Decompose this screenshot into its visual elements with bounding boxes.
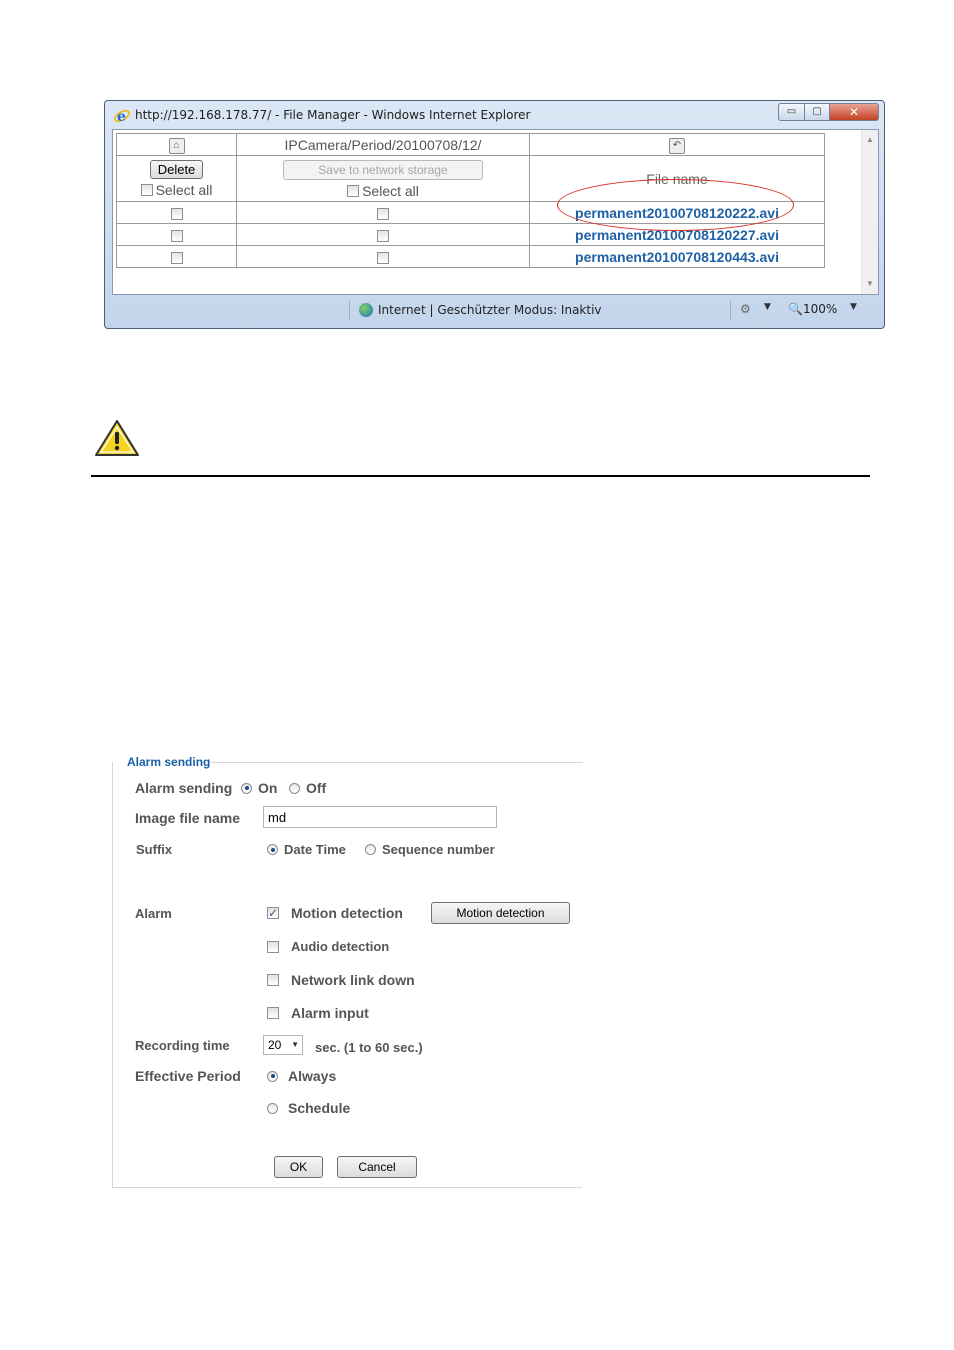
motion-detection-label: Motion detection (291, 905, 403, 921)
file-link[interactable]: permanent20100708120222.avi (575, 204, 779, 221)
motion-detection-button[interactable]: Motion detection (431, 902, 570, 924)
save-checkbox[interactable] (377, 252, 389, 264)
date-time-label: Date Time (284, 842, 346, 857)
vertical-scrollbar[interactable] (861, 130, 878, 294)
table-row (117, 246, 825, 268)
always-option[interactable] (267, 1068, 336, 1084)
schedule-radio[interactable] (267, 1103, 278, 1114)
always-radio[interactable] (267, 1071, 278, 1082)
suffix-date-time-radio[interactable] (267, 844, 278, 855)
security-icon[interactable]: ⚙ (740, 302, 751, 316)
file-name-header: File name (646, 170, 708, 187)
schedule-option[interactable] (267, 1100, 350, 1116)
folder-path: IPCamera/Period/20100708/12/ (284, 136, 482, 153)
back-arrow-icon[interactable]: ↶ (669, 138, 685, 154)
save-checkbox[interactable] (377, 230, 389, 242)
suffix-sequence-radio[interactable] (365, 844, 376, 855)
panel-border (209, 762, 583, 763)
network-link-down-option[interactable] (267, 972, 415, 988)
svg-text:e: e (117, 109, 126, 125)
status-separator (730, 300, 731, 320)
effective-period-label: Effective Period (135, 1068, 241, 1084)
select-all-label: Select all (155, 182, 213, 198)
motion-detection-option[interactable] (267, 905, 403, 921)
delete-checkbox[interactable] (171, 208, 183, 220)
file-link[interactable]: permanent20100708120443.avi (575, 248, 779, 265)
status-text: Internet | Geschützter Modus: Inaktiv (378, 303, 602, 317)
recording-time-value: 20 (268, 1038, 282, 1052)
suffix-label: Suffix (136, 842, 173, 857)
on-label: On (258, 780, 278, 796)
alarm-input-checkbox[interactable] (267, 1007, 279, 1019)
select-all-delete-checkbox[interactable] (141, 184, 153, 196)
highlight-oval (557, 179, 794, 231)
always-label: Always (288, 1068, 337, 1084)
sequence-number-label: Sequence number (382, 842, 495, 857)
alarm-sending-panel (112, 755, 582, 1188)
save-checkbox[interactable] (377, 208, 389, 220)
minimize-button[interactable]: ▭ (778, 103, 805, 121)
warning-icon (94, 419, 140, 457)
off-label: Off (306, 780, 327, 796)
alarm-off-radio[interactable] (289, 783, 300, 794)
audio-detection-checkbox[interactable] (267, 941, 279, 953)
divider (91, 475, 870, 477)
internet-explorer-icon (113, 107, 131, 125)
audio-detection-option[interactable] (267, 939, 389, 954)
ok-button[interactable]: OK (274, 1156, 323, 1178)
recording-time-select[interactable] (263, 1035, 303, 1055)
alarm-input-label: Alarm input (291, 1005, 369, 1021)
delete-button[interactable]: Delete (150, 160, 204, 179)
globe-icon (359, 303, 373, 317)
zoom-level[interactable]: 🔍100% (788, 302, 838, 316)
alarm-label: Alarm (135, 906, 172, 921)
select-all-save-checkbox[interactable] (347, 185, 359, 197)
scroll-up-icon[interactable]: ▲ (866, 135, 874, 144)
chevron-down-icon[interactable]: ▼ (850, 302, 857, 312)
status-bar (112, 297, 879, 323)
panel-legend: Alarm sending (127, 755, 211, 769)
file-link[interactable]: permanent20100708120227.avi (575, 226, 779, 243)
alarm-off-option[interactable] (289, 780, 326, 796)
select-all-label: Select all (362, 182, 419, 199)
file-manager-content (112, 129, 879, 295)
suffix-date-time-option[interactable] (267, 842, 346, 857)
close-button[interactable]: ✕ (829, 103, 879, 121)
delete-checkbox[interactable] (171, 252, 183, 264)
recording-time-unit: sec. (1 to 60 sec.) (315, 1040, 423, 1055)
audio-detection-label: Audio detection (291, 939, 390, 954)
schedule-label: Schedule (288, 1100, 351, 1116)
window-title: http://192.168.178.77/ - File Manager - Windows Internet Explorer (135, 108, 531, 122)
title-bar (105, 101, 884, 129)
save-to-network-storage-button: Save to network storage (283, 160, 482, 180)
network-link-down-checkbox[interactable] (267, 974, 279, 986)
maximize-button[interactable]: ▢ (804, 103, 830, 121)
suffix-sequence-option[interactable] (365, 842, 495, 857)
motion-detection-checkbox[interactable]: ✓ (268, 906, 279, 920)
scroll-down-icon[interactable]: ▼ (866, 279, 874, 288)
alarm-on-radio[interactable] (241, 783, 252, 794)
alarm-on-option[interactable] (241, 780, 277, 796)
ie-window (104, 100, 885, 329)
image-file-name-input[interactable]: md (263, 806, 497, 828)
status-separator (349, 300, 350, 320)
image-file-name-label: Image file name (135, 810, 241, 826)
chevron-down-icon[interactable]: ▼ (764, 302, 771, 312)
home-folder-icon[interactable]: ⌂ (169, 138, 185, 154)
delete-checkbox[interactable] (171, 230, 183, 242)
alarm-input-option[interactable] (267, 1005, 369, 1021)
network-link-down-label: Network link down (291, 972, 415, 988)
chevron-down-icon: ▼ (291, 1040, 299, 1049)
alarm-sending-label: Alarm sending (135, 780, 233, 796)
recording-time-label: Recording time (135, 1038, 230, 1053)
cancel-button[interactable]: Cancel (337, 1156, 417, 1178)
